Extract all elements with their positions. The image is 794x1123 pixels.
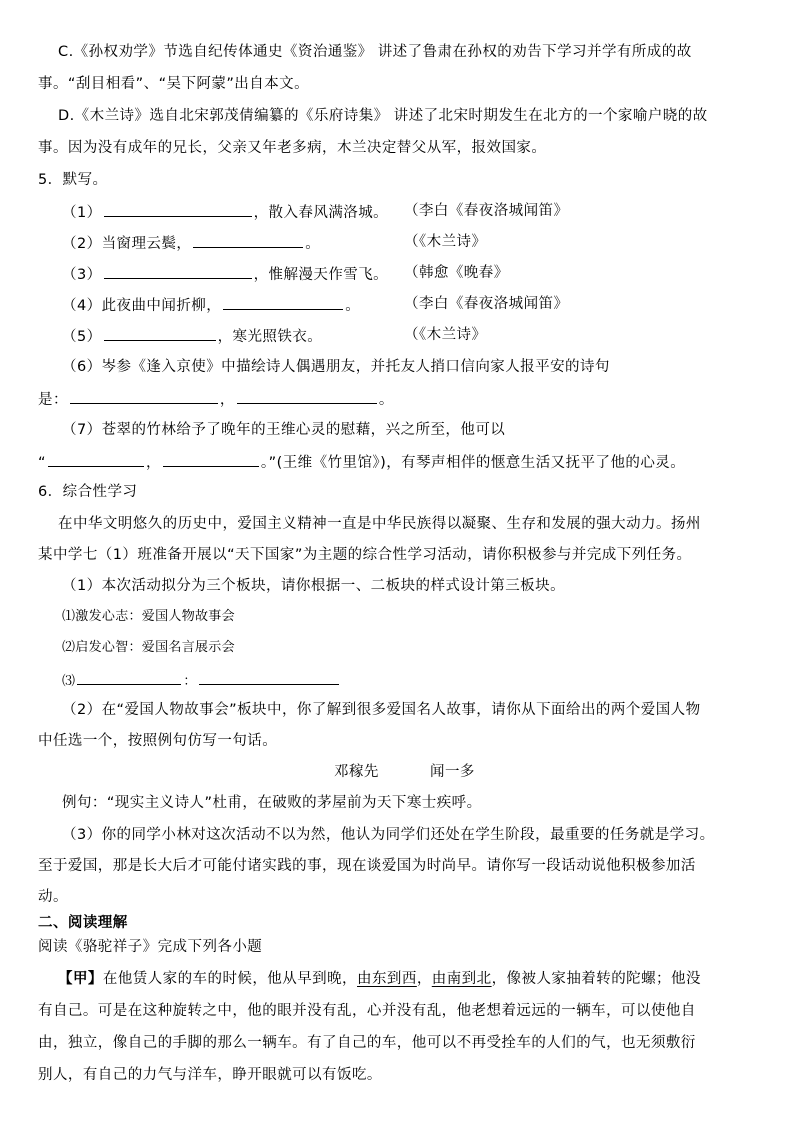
section-instruction: 阅读《骆驼祥子》完成下列各小题: [38, 939, 263, 955]
answer-blank[interactable]: [237, 388, 377, 404]
q5-item-7-line1: （7）苍翠的竹林给予了晚年的王维心灵的慰藉，兴之所至，他可以: [62, 422, 506, 438]
q5-item-5-number: （5）: [62, 329, 102, 345]
q6-board-1: ⑴激发心志：爱国人物故事会: [62, 609, 235, 624]
q5-item-5-text: ，寒光照铁衣。: [217, 329, 323, 345]
q5-item-5: [62, 325, 322, 347]
passage-text: ，像被人家抽着转的陀螺；他没: [491, 971, 701, 987]
option-d-line2: 事。因为没有成年的兄长，父亲又年老多病，木兰决定替父从军，报效国家。: [38, 140, 547, 156]
q6-intro-line2: 某中学七（1）班准备开展以“天下国家”为主题的综合性学习活动，请你积极参与并完成下列任务。: [38, 547, 692, 563]
answer-blank[interactable]: [48, 451, 144, 467]
q5-item-6-prefix: 是：: [38, 392, 68, 408]
q6-title: 6．综合性学习: [38, 484, 138, 500]
option-c-line1: C.《孙权劝学》节选自纪传体通史《资治通鉴》 讲述了鲁肃在孙权的劝告下学习并学有所成的故: [58, 44, 692, 60]
answer-blank[interactable]: [70, 388, 218, 404]
answer-blank[interactable]: [104, 201, 252, 217]
option-c-line2: 事。“刮目相看”、“吴下阿蒙”出自本文。: [38, 76, 310, 92]
q6-board-3-colon: ：: [183, 674, 197, 689]
passage-line1: [58, 969, 701, 989]
q6-intro-line1: 在中华文明悠久的历史中，爱国主义精神一直是中华民族得以凝聚、生存和发展的强大动力。扬州: [58, 516, 701, 532]
underlined-phrase: 由东到西: [357, 971, 417, 987]
q5-item-6-line2: [38, 388, 394, 410]
q5-item-7-line2: [38, 451, 685, 473]
q5-item-5-source: （《木兰诗》: [404, 327, 487, 343]
patriot-option-2: 闻一多: [430, 764, 475, 780]
q5-item-3: [62, 263, 388, 285]
q5-item-7-rest: 。”(王维《竹里馆》)，有琴声相伴的惬意生活又抚平了他的心灵。: [260, 455, 686, 471]
q6-subquestion-3-line2: 至于爱国，那是长大后才可能付诸实践的事，现在谈爱国为时尚早。请你写一段话动说他积极参加活: [38, 858, 696, 874]
q5-item-6-line1: （6）岑参《逢入京使》中描绘诗人偶遇朋友，并托友人捎口信向家人报平安的诗句: [62, 359, 610, 375]
q5-item-6-end: 。: [378, 392, 394, 408]
passage-text: 在他赁人家的车的时候，他从早到晚，: [102, 971, 358, 987]
patriot-option-1: 邓稼先: [334, 764, 379, 780]
q5-item-1-source: （李白《春夜洛城闻笛》: [404, 203, 569, 219]
answer-blank[interactable]: [104, 263, 252, 279]
answer-blank[interactable]: [163, 451, 259, 467]
q5-item-6-comma: ，: [219, 392, 235, 408]
passage-line2: 有自己。可是在这种旋转之中，他的眼并没有乱，心并没有乱，他老想着远远的一辆车，可以使他自: [38, 1003, 696, 1019]
passage-text: ，: [416, 971, 432, 987]
passage-line4: 别人，有自己的力气与洋车，睁开眼就可以有饭吃。: [38, 1067, 382, 1083]
passage-line3: 由，独立，像自己的手脚的那么一辆车。有了自己的车，他可以不再受拴车的人们的气，也无须敷衍: [38, 1035, 696, 1051]
q6-subquestion-1: （1）本次活动拟分为三个板块，请你根据一、二板块的样式设计第三板块。: [62, 578, 566, 594]
q5-item-3-source: （韩愈《晚春》: [404, 265, 509, 281]
q6-board-3-number: ⑶: [62, 674, 76, 689]
q5-item-4: [62, 294, 360, 316]
answer-blank[interactable]: [223, 294, 343, 310]
answer-blank[interactable]: [77, 669, 181, 685]
q5-item-7-comma: ，: [145, 455, 161, 471]
q6-subquestion-3-line1: （3）你的同学小林对这次活动不以为然，他认为同学们还处在学生阶段，最重要的任务就是学习。: [62, 827, 715, 843]
answer-blank[interactable]: [104, 325, 216, 341]
q5-item-2-end: 。: [305, 236, 321, 252]
q6-example-sentence: 例句：“现实主义诗人”杜甫，在破败的茅屋前为天下寒士疾呼。: [62, 795, 482, 811]
answer-blank[interactable]: [199, 669, 339, 685]
q5-item-4-source: （李白《春夜洛城闻笛》: [404, 296, 569, 312]
q6-board-2: ⑵启发心智：爱国名言展示会: [62, 640, 235, 655]
q5-title: 5．默写。: [38, 172, 108, 188]
q5-item-4-end: 。: [345, 298, 361, 314]
passage-label-jia: 【甲】: [58, 971, 103, 987]
q5-item-7-open-quote: “: [38, 455, 46, 471]
q5-item-2-text: （2）当窗理云鬓，: [62, 236, 192, 252]
answer-blank[interactable]: [193, 232, 303, 248]
q6-subquestion-2-line1: （2）在“爱国人物故事会”板块中，你了解到很多爱国名人故事，请你从下面给出的两个爱国人物: [62, 702, 701, 718]
q5-item-4-text: （4）此夜曲中闻折柳，: [62, 298, 222, 314]
q5-item-1: [62, 201, 388, 223]
option-d-line1: D.《木兰诗》选自北宋郭茂倩编纂的《乐府诗集》 讲述了北宋时期发生在北方的一个家喻户晓的故: [58, 108, 708, 124]
q5-item-3-number: （3）: [62, 267, 102, 283]
q6-subquestion-3-line3: 动。: [38, 889, 68, 905]
q5-item-3-text: ，惟解漫天作雪飞。: [253, 267, 389, 283]
q6-subquestion-2-line2: 中任选一个，按照例句仿写一句话。: [38, 733, 278, 749]
q5-item-2-source: （《木兰诗》: [404, 234, 487, 250]
q6-board-3: [62, 669, 341, 692]
q5-item-2: [62, 232, 320, 254]
q5-item-1-number: （1）: [62, 205, 102, 221]
section-heading: 二、阅读理解: [38, 915, 128, 931]
q5-item-1-text: ，散入春风满洛城。: [253, 205, 389, 221]
underlined-phrase: 由南到北: [431, 971, 492, 987]
